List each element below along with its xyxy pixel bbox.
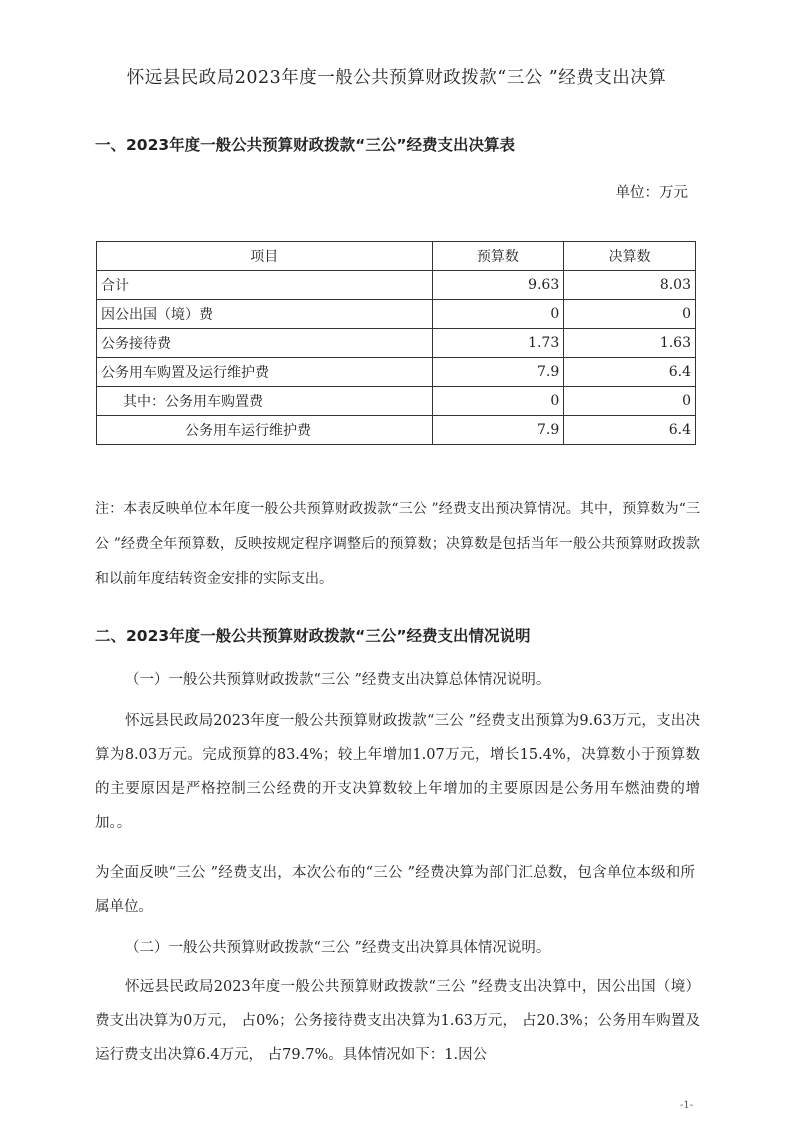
section2-heading: 二、2023年度一般公共预算财政拨款“三公”经费支出情况说明 (95, 627, 531, 645)
table-row (97, 387, 696, 416)
header-item: 项目 (97, 242, 433, 271)
row-final: 6.4 (564, 358, 696, 387)
row-budget: 7.9 (432, 416, 564, 445)
row-item: 公务接待费 (97, 329, 433, 358)
row-final: 0 (564, 300, 696, 329)
budget-table (96, 241, 696, 445)
subheading-overall: （一）一般公共预算财政拨款“三公 ”经费支出决算总体情况说明。 (125, 672, 551, 688)
row-final: 8.03 (564, 271, 696, 300)
table-note: 注：本表反映单位本年度一般公共预算财政拨款“三公 ”经费支出预决算情况。其中，预算数为“三公 ”经费全年预算数，反映按规定程序调整后的预算数；决算数是包括当年一般公共预算财政拨款和以前年度结转资金安排的实际支出。 (95, 501, 700, 587)
row-budget: 9.63 (432, 271, 564, 300)
header-final: 决算数 (564, 242, 696, 271)
page-number: -1- (680, 1100, 694, 1111)
row-item: 公务用车运行维护费 (97, 416, 433, 445)
row-final: 1.63 (564, 329, 696, 358)
row-budget: 0 (432, 300, 564, 329)
row-final: 6.4 (564, 416, 696, 445)
table-header-row (97, 242, 696, 271)
unit-label: 单位：万元 (615, 185, 688, 201)
header-budget: 预算数 (432, 242, 564, 271)
row-item: 合计 (97, 271, 433, 300)
paragraph-detail: 怀远县民政局2023年度一般公共预算财政拨款“三公 ”经费支出决算中，因公出国（境）费支出决算为0万元， 占0%；公务接待费支出决算为1.63万元， 占20.3%；公务用车购置及运行费支出决算6.4万元， 占79.7%。具体情况如下：1.因公 (95, 979, 700, 1063)
row-item: 其中：公务用车购置费 (97, 387, 433, 416)
paragraph-scope: 为全面反映“三公 ”经费支出，本次公布的“三公 ”经费决算为部门汇总数，包含单位本级和所属单位。 (95, 865, 695, 915)
section1-heading: 一、2023年度一般公共预算财政拨款“三公”经费支出决算表 (95, 136, 516, 154)
row-item: 因公出国（境）费 (97, 300, 433, 329)
row-item: 公务用车购置及运行维护费 (97, 358, 433, 387)
row-budget: 7.9 (432, 358, 564, 387)
row-budget: 1.73 (432, 329, 564, 358)
table-row (97, 416, 696, 445)
table-row (97, 329, 696, 358)
paragraph-overall: 怀远县民政局2023年度一般公共预算财政拨款“三公 ”经费支出预算为9.63万元，支出决算为8.03万元。完成预算的83.4%；较上年增加1.07万元，增长15.4%，决算数小于预算数的主要原因是严格控制三公经费的开支决算数较上年增加的主要原因是公务用车燃油费的增加。。 (95, 713, 700, 831)
row-final: 0 (564, 387, 696, 416)
table-row (97, 300, 696, 329)
table-row (97, 271, 696, 300)
row-budget: 0 (432, 387, 564, 416)
subheading-detail: （二）一般公共预算财政拨款“三公 ”经费支出决算具体情况说明。 (125, 940, 551, 956)
document-title: 怀远县民政局2023年度一般公共预算财政拨款“三公 ”经费支出决算 (126, 68, 667, 88)
table-row (97, 358, 696, 387)
